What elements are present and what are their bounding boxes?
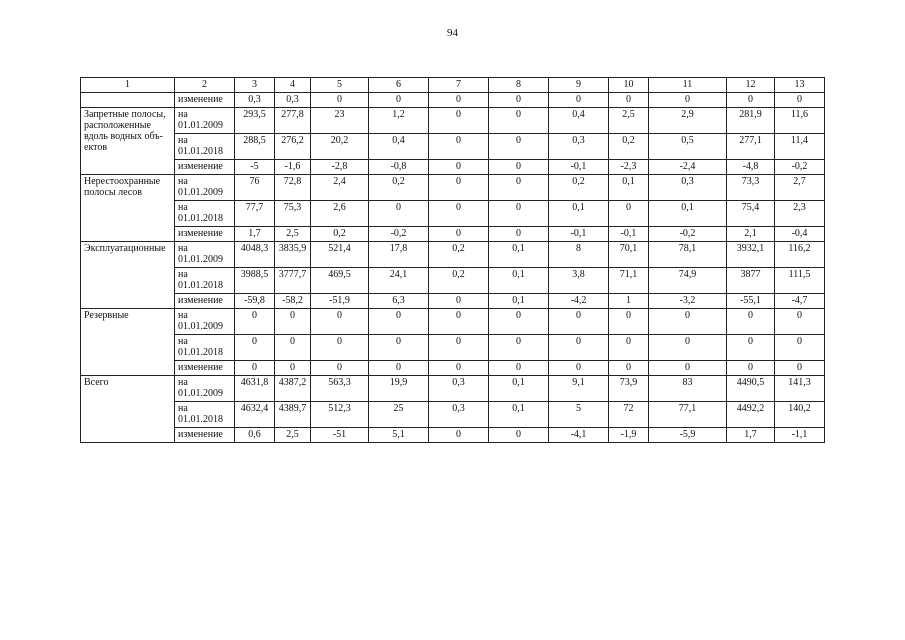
value-cell: 0	[775, 361, 825, 376]
value-cell: 116,2	[775, 242, 825, 268]
value-cell: 0	[489, 361, 549, 376]
value-cell: 1,7	[235, 227, 275, 242]
value-cell: 512,3	[311, 402, 369, 428]
row-label: на 01.01.2009	[175, 108, 235, 134]
value-cell: 2,3	[775, 201, 825, 227]
row-label: на 01.01.2009	[175, 175, 235, 201]
value-cell: -0,4	[775, 227, 825, 242]
value-cell: 0	[549, 93, 609, 108]
value-cell: 276,2	[275, 134, 311, 160]
value-cell: 3,8	[549, 268, 609, 294]
value-cell: 2,6	[311, 201, 369, 227]
value-cell: 140,2	[775, 402, 825, 428]
value-cell: 4631,8	[235, 376, 275, 402]
value-cell: 0	[489, 160, 549, 175]
value-cell: 0,4	[549, 108, 609, 134]
value-cell: 0	[429, 294, 489, 309]
value-cell: 0,2	[369, 175, 429, 201]
value-cell: 5	[549, 402, 609, 428]
row-label: на 01.01.2018	[175, 335, 235, 361]
category-cell: Запретные полосы, расположенные вдоль водных объ-ектов	[81, 108, 175, 175]
value-cell: 111,5	[775, 268, 825, 294]
value-cell: 24,1	[369, 268, 429, 294]
row-label: изменение	[175, 227, 235, 242]
value-cell: 19,9	[369, 376, 429, 402]
row-label: на 01.01.2009	[175, 242, 235, 268]
value-cell: 70,1	[609, 242, 649, 268]
value-cell: -51,9	[311, 294, 369, 309]
value-cell: 0	[429, 160, 489, 175]
value-cell: 78,1	[649, 242, 727, 268]
column-number: 13	[775, 78, 825, 93]
value-cell: 3877	[727, 268, 775, 294]
value-cell: 0,3	[429, 402, 489, 428]
value-cell: 5,1	[369, 428, 429, 443]
value-cell: 0	[549, 361, 609, 376]
value-cell: 0	[609, 93, 649, 108]
value-cell: 0	[311, 335, 369, 361]
value-cell: 76	[235, 175, 275, 201]
row-label: изменение	[175, 160, 235, 175]
value-cell: -2,4	[649, 160, 727, 175]
value-cell: 277,8	[275, 108, 311, 134]
value-cell: 0	[275, 309, 311, 335]
value-cell: 521,4	[311, 242, 369, 268]
value-cell: 11,4	[775, 134, 825, 160]
value-cell: -2,8	[311, 160, 369, 175]
value-cell: -4,2	[549, 294, 609, 309]
value-cell: 0	[489, 93, 549, 108]
value-cell: 0	[369, 309, 429, 335]
value-cell: 0	[489, 134, 549, 160]
value-cell: 2,1	[727, 227, 775, 242]
value-cell: -59,8	[235, 294, 275, 309]
table-row	[81, 93, 825, 108]
row-label: на 01.01.2009	[175, 376, 235, 402]
table-row	[81, 108, 825, 134]
value-cell: 0,2	[549, 175, 609, 201]
value-cell: -3,2	[649, 294, 727, 309]
row-label: на 01.01.2018	[175, 268, 235, 294]
column-number: 12	[727, 78, 775, 93]
value-cell: -4,7	[775, 294, 825, 309]
value-cell: 4492,2	[727, 402, 775, 428]
value-cell: 281,9	[727, 108, 775, 134]
value-cell: 0,3	[275, 93, 311, 108]
value-cell: 0	[727, 309, 775, 335]
value-cell: 0	[429, 93, 489, 108]
row-label: на 01.01.2018	[175, 201, 235, 227]
value-cell: 0,1	[649, 201, 727, 227]
value-cell: 4490,5	[727, 376, 775, 402]
value-cell: 6,3	[369, 294, 429, 309]
table-row	[81, 428, 825, 443]
category-cell: Эксплуатационные	[81, 242, 175, 309]
value-cell: -0,2	[775, 160, 825, 175]
value-cell: 0,6	[235, 428, 275, 443]
column-number: 4	[275, 78, 311, 93]
column-number: 11	[649, 78, 727, 93]
value-cell: 0	[369, 201, 429, 227]
table-row	[81, 361, 825, 376]
value-cell: -1,1	[775, 428, 825, 443]
value-cell: 4048,3	[235, 242, 275, 268]
value-cell: 3988,5	[235, 268, 275, 294]
value-cell: 0,3	[649, 175, 727, 201]
table-row	[81, 227, 825, 242]
value-cell: 0,1	[609, 175, 649, 201]
table-row	[81, 309, 825, 335]
value-cell: 0	[609, 201, 649, 227]
value-cell: 0,2	[311, 227, 369, 242]
header-row	[81, 78, 825, 93]
category-cell: Всего	[81, 376, 175, 443]
value-cell: -5	[235, 160, 275, 175]
value-cell: 0	[489, 108, 549, 134]
value-cell: -51	[311, 428, 369, 443]
value-cell: 75,4	[727, 201, 775, 227]
column-number: 5	[311, 78, 369, 93]
value-cell: 0	[429, 428, 489, 443]
table-row	[81, 175, 825, 201]
value-cell: -5,9	[649, 428, 727, 443]
value-cell: 0	[775, 93, 825, 108]
table-row	[81, 242, 825, 268]
value-cell: 2,9	[649, 108, 727, 134]
row-label: на 01.01.2018	[175, 402, 235, 428]
column-number: 10	[609, 78, 649, 93]
table-row	[81, 160, 825, 175]
value-cell: 0	[489, 428, 549, 443]
forest-data-table	[80, 77, 825, 443]
value-cell: 0	[649, 93, 727, 108]
value-cell: 73,9	[609, 376, 649, 402]
value-cell: 0	[311, 309, 369, 335]
column-number: 3	[235, 78, 275, 93]
value-cell: 0,3	[549, 134, 609, 160]
value-cell: 0	[429, 227, 489, 242]
value-cell: -0,8	[369, 160, 429, 175]
value-cell: 0	[727, 93, 775, 108]
value-cell: 9,1	[549, 376, 609, 402]
value-cell: 0	[609, 309, 649, 335]
value-cell: -4,1	[549, 428, 609, 443]
value-cell: 0	[489, 335, 549, 361]
value-cell: -0,2	[649, 227, 727, 242]
value-cell: 0	[369, 361, 429, 376]
value-cell: 0	[549, 309, 609, 335]
value-cell: 0,3	[429, 376, 489, 402]
value-cell: 0	[489, 309, 549, 335]
table-row	[81, 376, 825, 402]
value-cell: 2,5	[609, 108, 649, 134]
column-number: 7	[429, 78, 489, 93]
table-row	[81, 335, 825, 361]
value-cell: 77,7	[235, 201, 275, 227]
table-row	[81, 268, 825, 294]
row-label: на 01.01.2009	[175, 309, 235, 335]
value-cell: -0,1	[549, 160, 609, 175]
value-cell: 3932,1	[727, 242, 775, 268]
value-cell: 0	[489, 227, 549, 242]
row-label: изменение	[175, 294, 235, 309]
value-cell: 0	[275, 361, 311, 376]
value-cell: 71,1	[609, 268, 649, 294]
value-cell: 0	[429, 134, 489, 160]
value-cell: 0	[775, 309, 825, 335]
value-cell: 72,8	[275, 175, 311, 201]
value-cell: 74,9	[649, 268, 727, 294]
value-cell: 73,3	[727, 175, 775, 201]
value-cell: 0,2	[609, 134, 649, 160]
value-cell: 0	[727, 335, 775, 361]
value-cell: 0	[369, 335, 429, 361]
value-cell: 3835,9	[275, 242, 311, 268]
value-cell: 0,1	[489, 242, 549, 268]
value-cell: 0	[311, 361, 369, 376]
value-cell: 0	[429, 108, 489, 134]
value-cell: 0,1	[489, 402, 549, 428]
value-cell: 2,7	[775, 175, 825, 201]
value-cell: 11,6	[775, 108, 825, 134]
row-label: на 01.01.2018	[175, 134, 235, 160]
value-cell: 1	[609, 294, 649, 309]
value-cell: 0	[311, 93, 369, 108]
category-cell	[81, 93, 175, 108]
value-cell: 75,3	[275, 201, 311, 227]
value-cell: 0	[489, 201, 549, 227]
value-cell: 0,2	[429, 242, 489, 268]
table-row	[81, 294, 825, 309]
value-cell: 4632,4	[235, 402, 275, 428]
table-row	[81, 402, 825, 428]
value-cell: -1,6	[275, 160, 311, 175]
value-cell: 0	[609, 361, 649, 376]
value-cell: 4389,7	[275, 402, 311, 428]
value-cell: 0,1	[489, 268, 549, 294]
category-cell: Резервные	[81, 309, 175, 376]
value-cell: 0	[727, 361, 775, 376]
value-cell: 0	[429, 309, 489, 335]
value-cell: 0	[429, 335, 489, 361]
column-number: 1	[81, 78, 175, 93]
value-cell: 2,5	[275, 428, 311, 443]
column-number: 6	[369, 78, 429, 93]
value-cell: 0	[235, 309, 275, 335]
table-row	[81, 134, 825, 160]
value-cell: 0	[369, 93, 429, 108]
column-number: 8	[489, 78, 549, 93]
value-cell: 8	[549, 242, 609, 268]
value-cell: 277,1	[727, 134, 775, 160]
value-cell: 17,8	[369, 242, 429, 268]
value-cell: 0,1	[549, 201, 609, 227]
value-cell: 4387,2	[275, 376, 311, 402]
value-cell: 0	[649, 335, 727, 361]
value-cell: 0	[549, 335, 609, 361]
value-cell: 563,3	[311, 376, 369, 402]
value-cell: 0,5	[649, 134, 727, 160]
value-cell: 0,1	[489, 294, 549, 309]
value-cell: -58,2	[275, 294, 311, 309]
value-cell: -4,8	[727, 160, 775, 175]
value-cell: 0	[429, 201, 489, 227]
value-cell: 0,1	[489, 376, 549, 402]
value-cell: -1,9	[609, 428, 649, 443]
value-cell: 0,4	[369, 134, 429, 160]
value-cell: 0	[235, 335, 275, 361]
category-cell: Нерестоохранные полосы лесов	[81, 175, 175, 242]
value-cell: 20,2	[311, 134, 369, 160]
value-cell: -0,2	[369, 227, 429, 242]
value-cell: -0,1	[609, 227, 649, 242]
row-label: изменение	[175, 361, 235, 376]
value-cell: 288,5	[235, 134, 275, 160]
value-cell: -55,1	[727, 294, 775, 309]
value-cell: 0,3	[235, 93, 275, 108]
value-cell: 2,5	[275, 227, 311, 242]
value-cell: 0	[649, 361, 727, 376]
value-cell: -0,1	[549, 227, 609, 242]
value-cell: 25	[369, 402, 429, 428]
row-label: изменение	[175, 428, 235, 443]
value-cell: -2,3	[609, 160, 649, 175]
value-cell: 72	[609, 402, 649, 428]
column-number: 9	[549, 78, 609, 93]
value-cell: 0	[235, 361, 275, 376]
value-cell: 1,2	[369, 108, 429, 134]
value-cell: 83	[649, 376, 727, 402]
value-cell: 23	[311, 108, 369, 134]
value-cell: 0	[489, 175, 549, 201]
value-cell: 469,5	[311, 268, 369, 294]
value-cell: 141,3	[775, 376, 825, 402]
value-cell: 0	[275, 335, 311, 361]
value-cell: 0,2	[429, 268, 489, 294]
column-number: 2	[175, 78, 235, 93]
value-cell: 0	[429, 175, 489, 201]
value-cell: 0	[649, 309, 727, 335]
value-cell: 1,7	[727, 428, 775, 443]
value-cell: 2,4	[311, 175, 369, 201]
value-cell: 0	[775, 335, 825, 361]
value-cell: 0	[609, 335, 649, 361]
row-label: изменение	[175, 93, 235, 108]
value-cell: 77,1	[649, 402, 727, 428]
table-row	[81, 201, 825, 227]
value-cell: 3777,7	[275, 268, 311, 294]
value-cell: 0	[429, 361, 489, 376]
page-number: 94	[447, 27, 458, 39]
value-cell: 293,5	[235, 108, 275, 134]
